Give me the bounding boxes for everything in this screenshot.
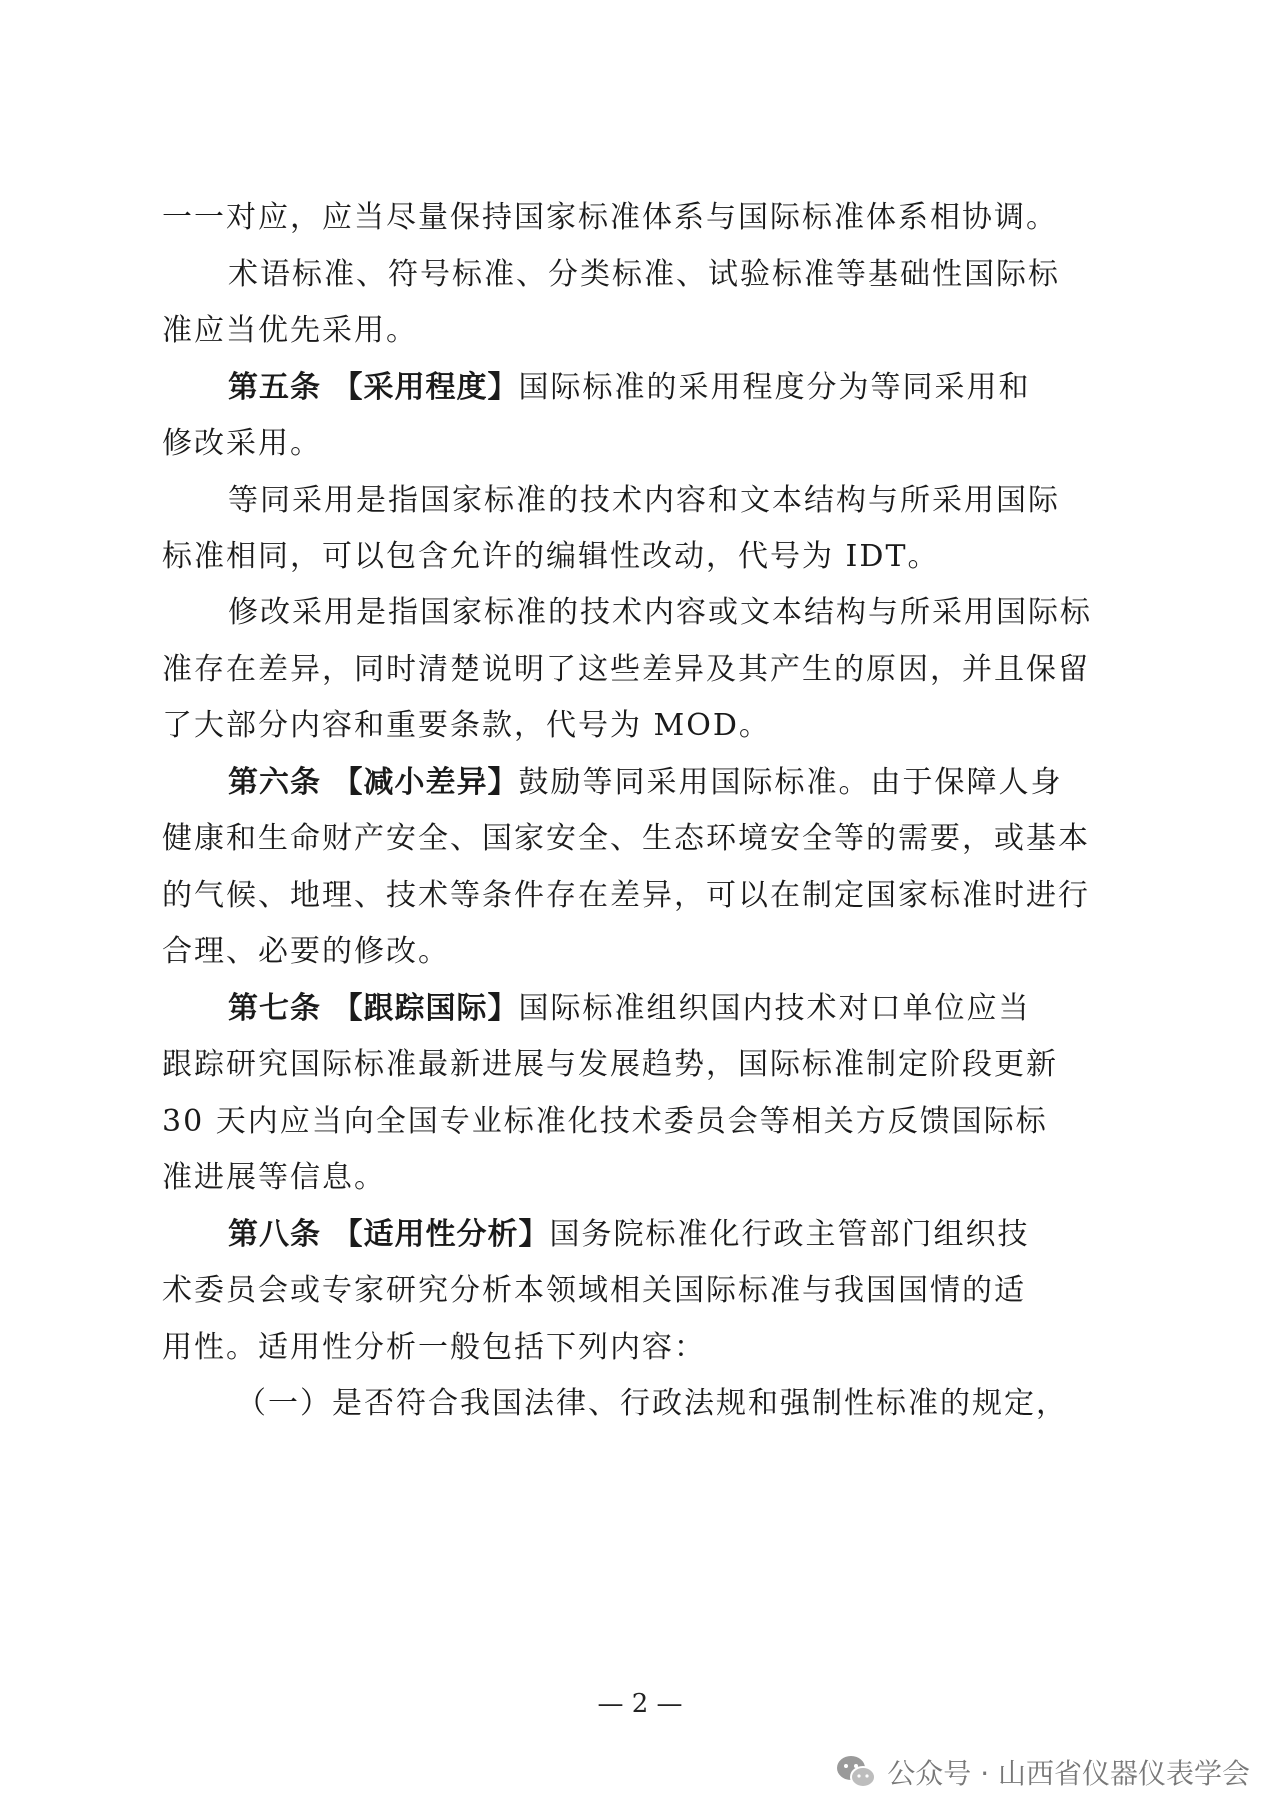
text-line: 用性。适用性分析一般包括下列内容：: [162, 1330, 706, 1365]
wechat-icon: [835, 1754, 877, 1790]
text-line: 的气候、地理、技术等条件存在差异，可以在制定国家标准时进行: [162, 878, 1090, 913]
text-line: 一一对应，应当尽量保持国家标准体系与国际标准体系相协调。: [162, 200, 1058, 235]
article-heading: 第八条 【适用性分析】: [228, 1217, 550, 1252]
page-number: — 2 —: [597, 1689, 683, 1719]
text-line: 准进展等信息。: [162, 1160, 386, 1195]
text-line: 跟踪研究国际标准最新进展与发展趋势，国际标准制定阶段更新: [162, 1047, 1058, 1082]
article-heading: 第七条 【跟踪国际】: [228, 991, 519, 1026]
watermark: [835, 1752, 1250, 1792]
list-item: （一）是否符合我国法律、行政法规和强制性标准的规定，: [236, 1386, 1068, 1421]
watermark-label: 公众号 · 山西省仪器仪表学会: [887, 1757, 1250, 1790]
text-line: 术委员会或专家研究分析本领域相关国际标准与我国国情的适: [162, 1273, 1026, 1308]
article-8-line: 第八条 【适用性分析】国务院标准化行政主管部门组织技: [228, 1217, 1030, 1252]
article-heading: 第六条 【减小差异】: [228, 765, 519, 800]
text-line: 标准相同，可以包含允许的编辑性改动，代号为 IDT。: [162, 539, 940, 574]
text-line: 准应当优先采用。: [162, 313, 418, 348]
article-heading: 第五条 【采用程度】: [228, 370, 519, 405]
text-line: 术语标准、符号标准、分类标准、试验标准等基础性国际标: [228, 257, 1060, 292]
text-line: 准存在差异，同时清楚说明了这些差异及其产生的原因，并且保留: [162, 652, 1090, 687]
text-line: 修改采用。: [162, 426, 322, 461]
text-line: 等同采用是指国家标准的技术内容和文本结构与所采用国际: [228, 483, 1060, 518]
text-line: 30 天内应当向全国专业标准化技术委员会等相关方反馈国际标: [162, 1104, 1048, 1139]
text-line: 了大部分内容和重要条款，代号为 MOD。: [162, 708, 771, 743]
article-7-line: 第七条 【跟踪国际】国际标准组织国内技术对口单位应当: [228, 991, 1031, 1026]
text-line: 合理、必要的修改。: [162, 934, 450, 969]
article-5-line: 第五条 【采用程度】国际标准的采用程度分为等同采用和: [228, 370, 1031, 405]
article-6-line: 第六条 【减小差异】鼓励等同采用国际标准。由于保障人身: [228, 765, 1063, 800]
text-line: 修改采用是指国家标准的技术内容或文本结构与所采用国际标: [228, 595, 1092, 630]
text-line: 健康和生命财产安全、国家安全、生态环境安全等的需要，或基本: [162, 821, 1090, 856]
